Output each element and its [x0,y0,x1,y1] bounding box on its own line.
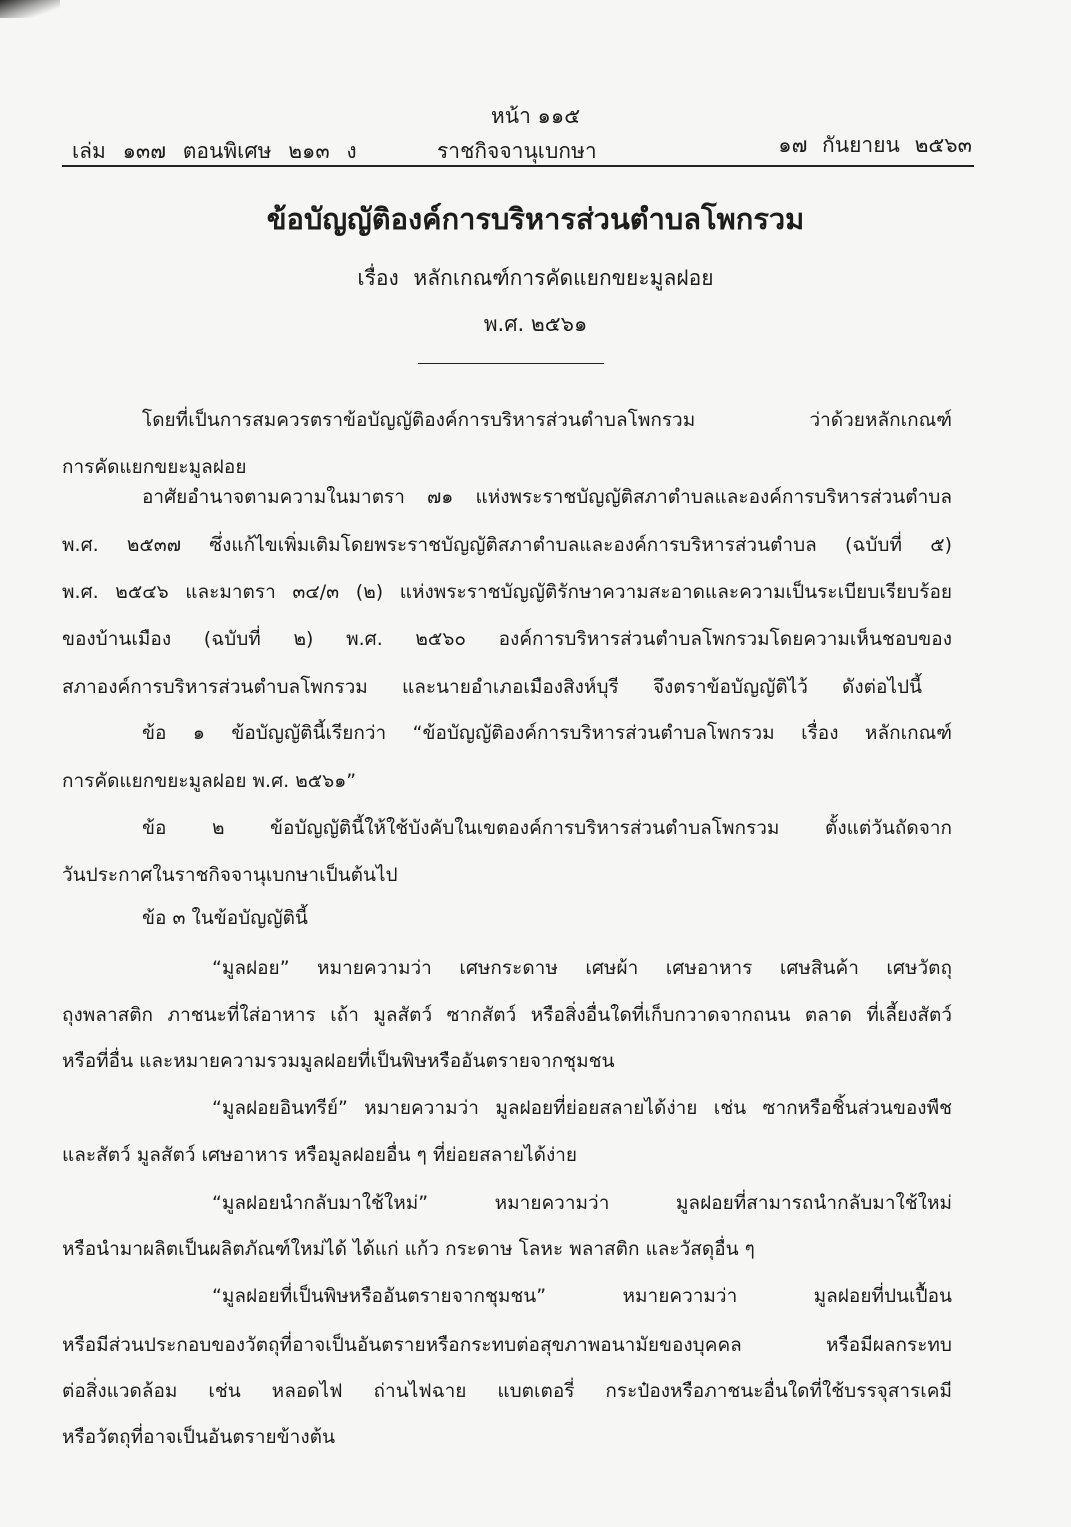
body-line: หรือมีส่วนประกอบของวัตถุที่อาจเป็นอันตรายหรือกระทบต่อสุขภาพอนามัยของบุคคล หรือมีผลกระทบ [62,1334,952,1356]
body-line: “มูลฝอยที่เป็นพิษหรืออันตรายจากชุมชน” หมายความว่า มูลฝอยที่ปนเปื้อน [212,1285,952,1307]
body-line: หรือนำมาผลิตเป็นผลิตภัณฑ์ใหม่ได้ ได้แก่ แก้ว กระดาษ โลหะ พลาสติก และวัสดุอื่น ๆ [62,1238,755,1260]
scan-corner-shadow [0,0,60,18]
title-divider [418,363,604,364]
body-line: สภาองค์การบริหารส่วนตำบลโพกรวม และนายอำเภอเมืองสิงห์บุรี จึงตราข้อบัญญัติไว้ ดังต่อไปนี้ [62,676,922,698]
document-year: พ.ศ. ๒๕๖๑ [483,312,588,336]
body-line: และสัตว์ มูลสัตว์ เศษอาหาร หรือมูลฝอยอื่น ๆ ที่ย่อยสลายได้ง่าย [62,1144,578,1166]
body-line: อาศัยอำนาจตามความในมาตรา ๗๑ แห่งพระราชบัญญัติสภาตำบลและองค์การบริหารส่วนตำบล [142,486,952,508]
header-rule [62,165,974,167]
document-subject: เรื่อง หลักเกณฑ์การคัดแยกขยะมูลฝอย [357,266,714,290]
body-line: หรือที่อื่น และหมายความรวมมูลฝอยที่เป็นพิษหรืออันตรายจากชุมชน [62,1050,615,1072]
gazette-volume-issue: เล่ม ๑๓๗ ตอนพิเศษ ๒๑๓ ง [72,139,357,163]
body-line: ข้อ ๑ ข้อบัญญัตินี้เรียกว่า “ข้อบัญญัติองค์การบริหารส่วนตำบลโพกรวม เรื่อง หลักเกณฑ์ [142,722,952,744]
document-title: ข้อบัญญัติองค์การบริหารส่วนตำบลโพกรวม [266,202,805,236]
body-line: ต่อสิ่งแวดล้อม เช่น หลอดไฟ ถ่านไฟฉาย แบตเตอรี่ กระป๋องหรือภาชนะอื่นใดที่ใช้บรรจุสารเคมี [62,1380,952,1402]
body-line: ข้อ ๒ ข้อบัญญัตินี้ให้ใช้บังคับในเขตองค์การบริหารส่วนตำบลโพกรวม ตั้งแต่วันถัดจาก [142,817,952,839]
body-line: การคัดแยกขยะมูลฝอย [62,456,247,478]
body-line: หรือวัตถุที่อาจเป็นอันตรายข้างต้น [62,1426,335,1448]
body-line: วันประกาศในราชกิจจานุเบกษาเป็นต้นไป [62,864,398,886]
gazette-page-number: หน้า ๑๑๕ [490,104,581,128]
body-line: ข้อ ๓ ในข้อบัญญัตินี้ [142,907,308,929]
body-line: พ.ศ. ๒๕๓๗ ซึ่งแก้ไขเพิ่มเติมโดยพระราชบัญญัติสภาตำบลและองค์การบริหารส่วนตำบล (ฉบับที่ ๕) [62,534,952,556]
body-line: “มูลฝอย” หมายความว่า เศษกระดาษ เศษผ้า เศษอาหาร เศษสินค้า เศษวัตถุ [212,957,952,979]
body-line: โดยที่เป็นการสมควรตราข้อบัญญัติองค์การบริหารส่วนตำบลโพกรวม ว่าด้วยหลักเกณฑ์ [142,409,952,431]
body-line: “มูลฝอยนำกลับมาใช้ใหม่” หมายความว่า มูลฝอยที่สามารถนำกลับมาใช้ใหม่ [212,1192,952,1214]
gazette-header [62,135,972,165]
body-line: ของบ้านเมือง (ฉบับที่ ๒) พ.ศ. ๒๕๖๐ องค์การบริหารส่วนตำบลโพกรวมโดยความเห็นชอบของ [62,628,952,650]
body-line: การคัดแยกขยะมูลฝอย พ.ศ. ๒๕๖๑” [62,770,357,792]
body-line: ถุงพลาสติก ภาชนะที่ใส่อาหาร เถ้า มูลสัตว์ ซากสัตว์ หรือสิ่งอื่นใดที่เก็บกวาดจากถนน ตลาด ที่เลี้ยงสัตว์ [62,1004,952,1026]
gazette-name: ราชกิจจานุเบกษา [437,139,597,163]
body-line: “มูลฝอยอินทรีย์” หมายความว่า มูลฝอยที่ย่อยสลายได้ง่าย เช่น ซากหรือชิ้นส่วนของพืช [212,1097,952,1119]
body-line: พ.ศ. ๒๕๔๖ และมาตรา ๓๔/๓ (๒) แห่งพระราชบัญญัติรักษาความสะอาดและความเป็นระเบียบเรียบร้อย [62,581,952,603]
gazette-date: ๑๗ กันยายน ๒๕๖๓ [778,133,972,157]
